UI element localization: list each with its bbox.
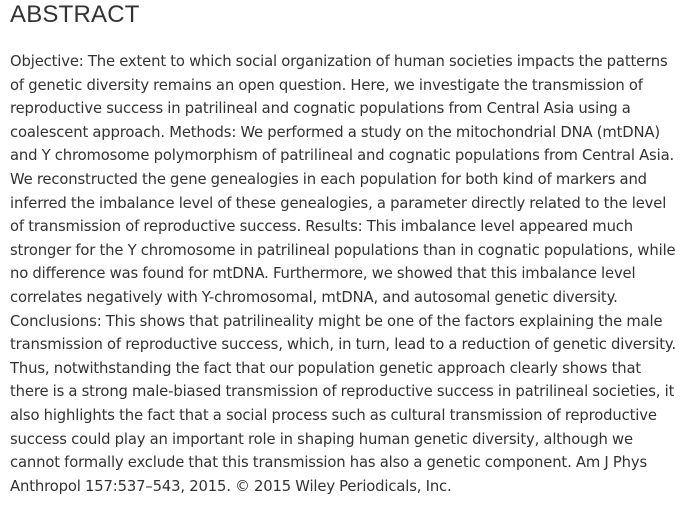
abstract-body: Objective: The extent to which social organization of human societies impacts the patterns of genetic diversity remains an open question. Here, we investigate the transmission of reproductive success in patrilineal and cognatic populations from Central Asia using a coalescent approach. Methods: We performed a study on the mitochondrial DNA (mtDNA) and Y chromosome polymorphism of patrilineal and cognatic populations from Central Asia. We reconstructed the gene genealogies in each population for both kind of markers and inferred the imbalance level of these genealogies, a parameter directly related to the level of transmission of reproductive success. Results: This imbalance level appeared much stronger for the Y chromosome in patrilineal populations than in cognatic populations, while no difference was found for mtDNA. Furthermore, we showed that this imbalance level correlates negatively with Y-chromosomal, mtDNA, and autosomal genetic diversity. Conclusions: This shows that patrilineality might be one of the factors explaining the male transmission of reproductive success, which, in turn, lead to a reduction of genetic diversity. Thus, notwithstanding the fact that our population genetic approach clearly shows that there is a strong male-biased transmission of reproductive success in patrilineal societies, it also highlights the fact that a social process such as cultural transmission of reproductive success could play an important role in shaping human genetic diversity, although we cannot formally exclude that this transmission has also a genetic component. Am J Phys Anthropol 157:537–543, 2015. © 2015 Wiley Periodicals, Inc. [10,53,676,495]
abstract-heading: ABSTRACT [10,1,140,28]
